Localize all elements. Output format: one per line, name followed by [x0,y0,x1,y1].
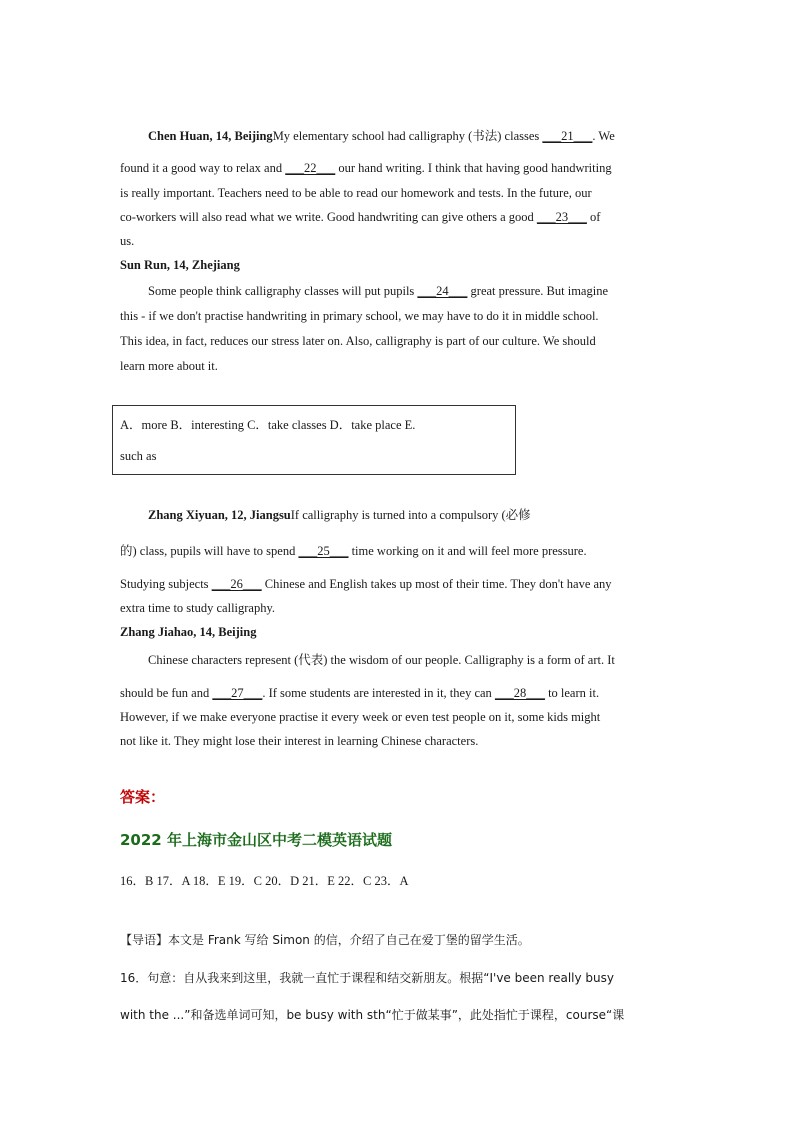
text: . We [592,129,615,143]
note16-line2: with the ...”和备选单词可知，be busy with sth“忙于做某事”，此处指忙于课程，course“课 [120,1008,625,1022]
passage4-line4: not like it. They might lose their interest in learning Chinese characters. [120,734,479,748]
text: to learn it. [544,686,600,700]
passage3-line4: extra time to study calligraphy. [120,601,276,615]
exam-title: 2022 年上海市金山区中考二模英语试题 [120,831,392,849]
passage4-line1: Chinese characters represent (代表) the wisdom of our people. Calligraphy is a form of art. It [148,653,615,667]
text: Some people think calligraphy classes will put pupils [148,284,418,298]
options-box [112,405,516,475]
text: . If some students are interested in it, they can [262,686,495,700]
text: If calligraphy is turned into a compulsory (必修 [290,508,531,522]
options-line1: A．more B．interesting C．take classes D．take place E. [120,418,416,432]
text: great pressure. But imagine [467,284,608,298]
text: our hand writing. I think that having good handwriting [335,161,612,175]
passage1-line5: us. [120,234,135,248]
text: co-workers will also read what we write. Good handwriting can give others a good [120,210,537,224]
blank-26[interactable]: ___26___ [211,577,262,591]
passage2-line3: This idea, in fact, reduces our stress later on. Also, calligraphy is part of our culture. We should [120,334,596,348]
passage1-line2 [120,160,612,176]
note16-line1: 16．句意：自从我来到这里，我就一直忙于课程和结交新朋友。根据“I've been really busy [120,971,614,985]
text: Studying subjects [120,577,212,591]
blank-23[interactable]: ___23___ [536,210,587,224]
passage3-line1 [148,507,531,523]
author-zhang-xiyuan: Zhang Xiyuan, 12, Jiangsu [148,508,291,522]
options-line2: such as [120,449,157,463]
passage3-line3 [120,576,612,592]
passage2-line1 [148,283,608,299]
text: 的) class, pupils will have to spend [120,544,299,558]
passage2-line2: this - if we don't practise handwriting in primary school, we may have to do it in middle school. [120,309,599,323]
passage4-line3: However, if we make everyone practise it every week or even test people on it, some kids might [120,710,601,724]
blank-24[interactable]: ___24___ [417,284,468,298]
author-zhang-jiahao: Zhang Jiahao, 14, Beijing [120,625,257,639]
text: of [586,210,601,224]
author-chen-huan: Chen Huan, 14, Beijing [148,129,273,143]
answer-key: 16．B 17．A 18．E 19．C 20．D 21．E 22．C 23．A [120,874,409,888]
text: Chinese and English takes up most of their time. They don't have any [261,577,612,591]
text: found it a good way to relax and [120,161,286,175]
answers-heading: 答案： [120,788,166,806]
text: My elementary school had calligraphy (书法) classes [272,129,543,143]
blank-25[interactable]: ___25___ [298,544,349,558]
blank-22[interactable]: ___22___ [285,161,336,175]
text: time working on it and will feel more pressure. [348,544,587,558]
passage1-line4 [120,209,600,225]
passage3-line2 [120,543,587,559]
blank-27[interactable]: ___27___ [212,686,263,700]
blank-21[interactable]: ___21___ [542,129,593,143]
blank-28[interactable]: ___28___ [494,686,545,700]
passage2-line4: learn more about it. [120,359,218,373]
author-sun-run: Sun Run, 14, Zhejiang [120,258,240,272]
guide-text: 【导语】本文是 Frank 写给 Simon 的信，介绍了自己在爱丁堡的留学生活。 [120,933,530,947]
passage4-line2 [120,685,599,701]
passage1-line1 [148,128,615,144]
text: should be fun and [120,686,213,700]
passage1-line3: is really important. Teachers need to be able to read our homework and tests. In the future, our [120,186,592,200]
